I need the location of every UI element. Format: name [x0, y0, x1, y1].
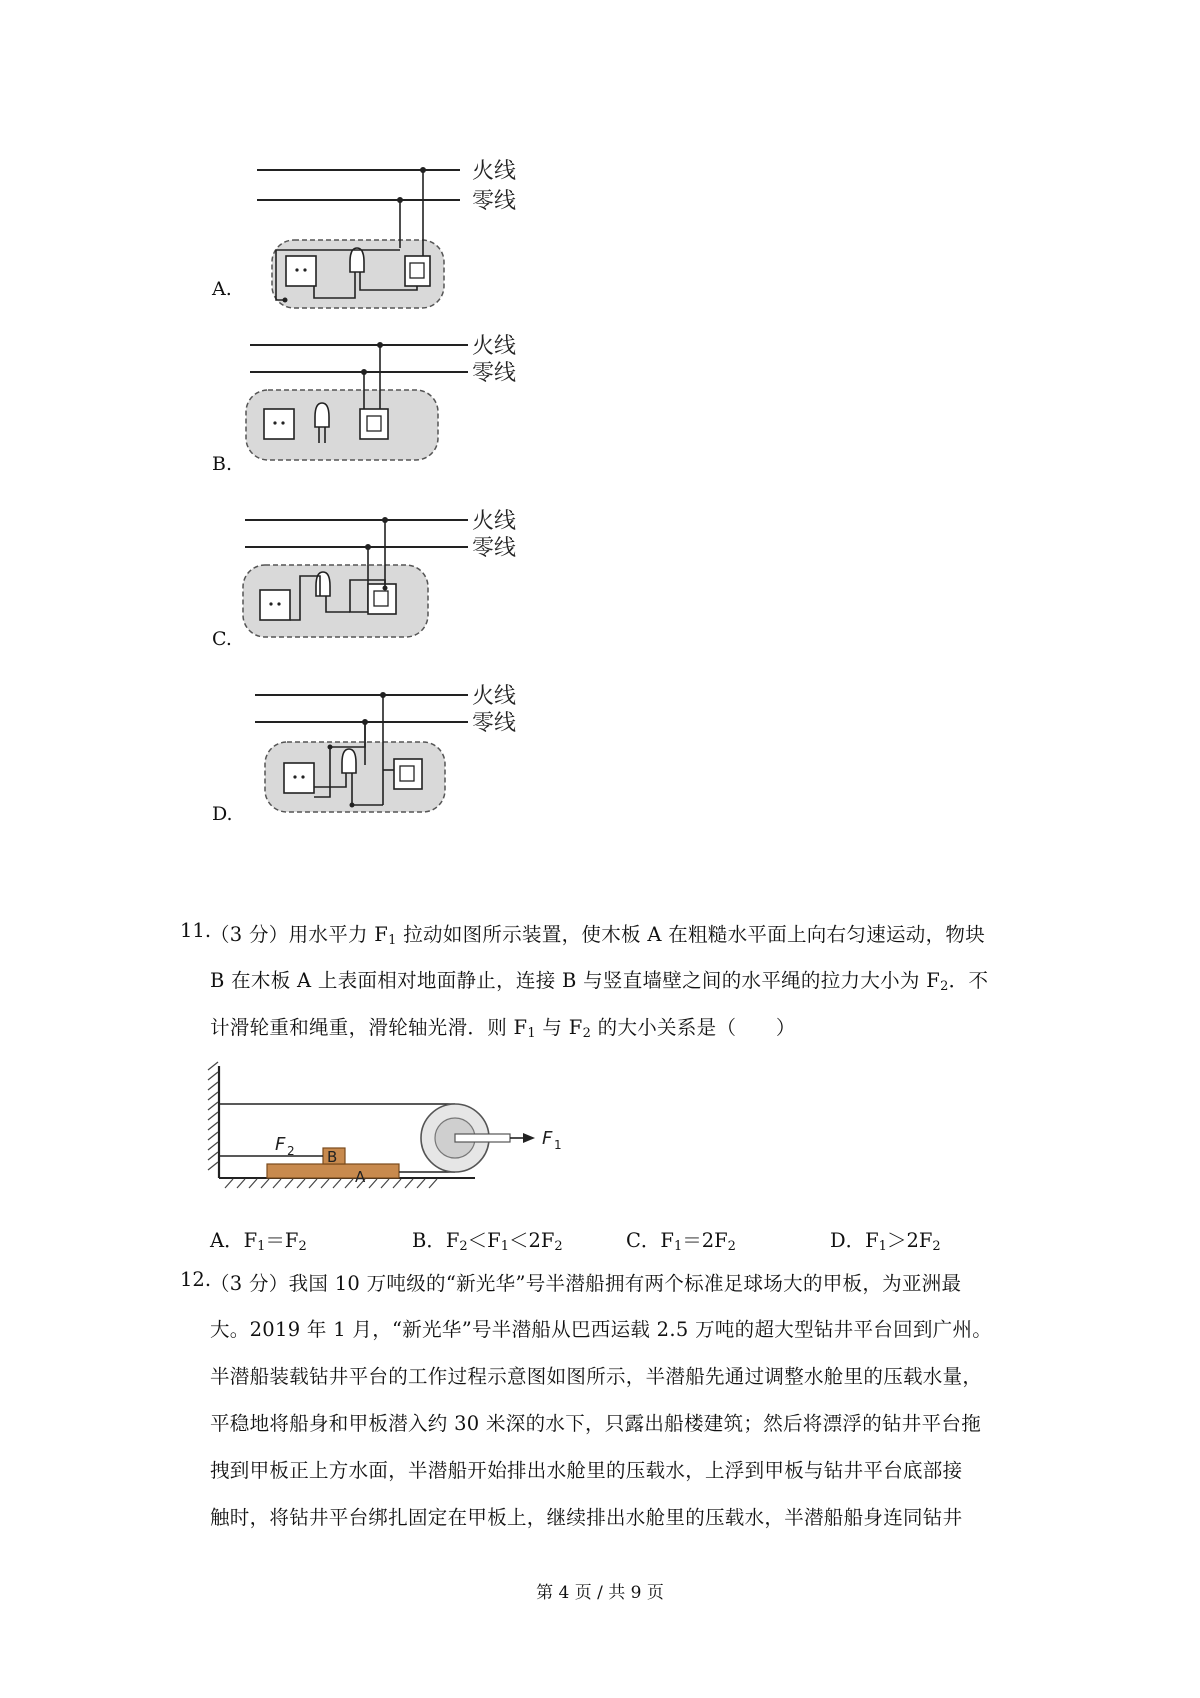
q12-number: 12. — [180, 1268, 212, 1291]
live-label-c: 火线 — [472, 509, 517, 534]
q11-choice-d-2: ＞2F — [886, 1229, 933, 1252]
neutral-label-d: 零线 — [472, 711, 517, 736]
q11-choice-d-s2: 2 — [932, 1239, 941, 1254]
q11-number: 11. — [180, 919, 212, 942]
q11-line-2-a: B 在木板 A 上表面相对地面静止，连接 B 与竖直墙壁之间的水平绳的拉力大小为 F — [210, 969, 941, 992]
q12-text — [210, 1268, 1030, 1548]
q11-line-3-b: 与 F — [535, 1016, 583, 1039]
q12-line-3: 半潜船装载钻井平台的工作过程示意图如图所示，半潜船先通过调整水舱里的压载水量， — [210, 1365, 983, 1388]
q11-choice-b-1: B．F — [412, 1229, 460, 1252]
page-footer: 第 4 页 / 共 9 页 — [536, 1583, 664, 1603]
q12-line-2: 大。2019 年 1 月，“新光华”号半潜船从巴西运载 2.5 万吨的超大型钻井平台回到广州。 — [210, 1318, 993, 1341]
q11-choice-c-s1: 1 — [673, 1239, 683, 1254]
label-f2: F — [275, 1134, 286, 1155]
q11-line-3-sub2: 2 — [582, 1026, 592, 1041]
label-f1: F — [542, 1128, 553, 1149]
q11-choice-b-s1: 2 — [459, 1239, 468, 1254]
q11-choice-b-3: ＜2F — [508, 1229, 555, 1252]
q11-choice-b-s3: 2 — [554, 1239, 563, 1254]
live-label-b: 火线 — [472, 334, 517, 359]
q11-choice-c-s2: 2 — [727, 1239, 736, 1254]
neutral-label-b: 零线 — [472, 361, 517, 386]
q11-line-3-sub1: 1 — [527, 1026, 536, 1041]
q12-line-4: 平稳地将船身和甲板潜入约 30 米深的水下，只露出船楼建筑；然后将漂浮的钻井平台拖 — [210, 1412, 982, 1435]
option-letter-c[interactable]: C. — [212, 628, 232, 650]
option-letter-d[interactable]: D. — [212, 803, 233, 825]
label-a: A — [355, 1168, 366, 1186]
q11-choice-a-2: ＝F — [265, 1229, 299, 1252]
q11-choice-d-s1: 1 — [878, 1239, 887, 1254]
label-f2-sub: 2 — [287, 1144, 295, 1158]
q11-choice-d-1: D．F — [830, 1229, 879, 1252]
q11-choice-a-s2: 2 — [298, 1239, 307, 1254]
q11-choice-a-1: A．F — [210, 1229, 258, 1252]
q11-choice-b-s2: 1 — [500, 1239, 509, 1254]
label-f1-sub: 1 — [554, 1138, 562, 1152]
neutral-label-a: 零线 — [472, 189, 517, 214]
q12-line-6: 触时，将钻井平台绑扎固定在甲板上，继续排出水舱里的压载水，半潜船船身连同钻井 — [210, 1506, 963, 1529]
q11-line-3-a: 计滑轮重和绳重，滑轮轴光滑．则 F — [210, 1016, 528, 1039]
q12-line-1: （3 分）我国 10 万吨级的“新光华”号半潜船拥有两个标准足球场大的甲板，为亚洲最 — [210, 1272, 962, 1295]
q11-line-3-c: 的大小关系是（ ） — [591, 1016, 796, 1039]
live-label-a: 火线 — [472, 159, 517, 184]
option-letter-a[interactable]: A. — [212, 278, 232, 300]
label-b: B — [327, 1148, 338, 1166]
q11-line-2-b: ．不 — [948, 969, 989, 992]
option-letter-b[interactable]: B. — [212, 453, 233, 475]
neutral-label-c: 零线 — [472, 536, 517, 561]
q11-line-1-b: 拉动如图所示装置，使木板 A 在粗糙水平面上向右匀速运动，物块 — [396, 923, 985, 946]
q12-line-5: 拽到甲板正上方水面，半潜船开始排出水舱里的压载水，上浮到甲板与钻井平台底部接 — [210, 1459, 963, 1482]
q11-line-1-sub: 1 — [388, 933, 397, 948]
q11-line-2-sub: 2 — [940, 979, 949, 994]
q11-choice-b-2: ＜F — [467, 1229, 501, 1252]
q11-choice-c-1: C．F — [626, 1229, 674, 1252]
q11-line-1-a: （3 分）用水平力 F — [210, 923, 389, 946]
live-label-d: 火线 — [472, 684, 517, 709]
q11-choice-c-2: ＝2F — [682, 1229, 728, 1252]
q11-choice-a-s1: 1 — [257, 1239, 266, 1254]
